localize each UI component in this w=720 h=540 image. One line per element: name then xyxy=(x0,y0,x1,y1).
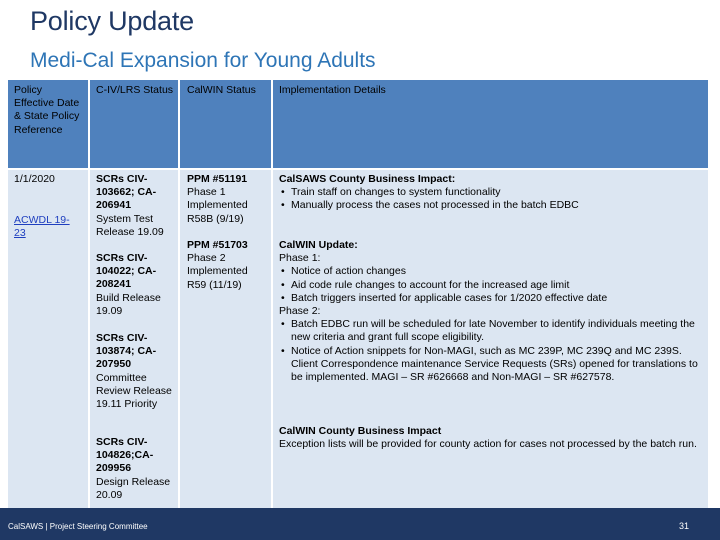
calsaws-impact-section xyxy=(279,173,702,213)
row-divider xyxy=(8,168,708,170)
list-item: • Notice of action changes xyxy=(279,265,702,278)
list-item: • Aid code rule changes to account for the increased age limit xyxy=(279,279,702,292)
ppm-status: Phase 1 Implemented R58B (9/19) xyxy=(187,186,248,225)
phase2-list xyxy=(279,318,702,384)
scr-id: SCRs CIV-103662; CA-206941 xyxy=(96,173,157,212)
header-implementation-details: Implementation Details xyxy=(279,84,386,96)
policy-table xyxy=(8,80,708,508)
civ-scr-entry xyxy=(96,173,176,239)
header-civ-lrs-status: C-IV/LRS Status xyxy=(96,84,174,96)
header-calwin-status: CalWIN Status xyxy=(187,84,256,96)
civ-scr-entry xyxy=(96,436,176,502)
phase1-label: Phase 1: xyxy=(279,252,321,265)
calsaws-impact-title: CalSAWS County Business Impact: xyxy=(279,173,456,185)
scr-status: System Test Release 19.09 xyxy=(96,212,164,238)
scr-id: SCRs CIV-104022; CA-208241 xyxy=(96,252,157,291)
calwin-update-section xyxy=(279,239,702,384)
phase1-list xyxy=(279,265,702,305)
phase2-label: Phase 2: xyxy=(279,305,321,318)
calwin-impact-text: Exception lists will be provided for county action for cases not processed by the batch run. xyxy=(279,438,697,451)
header-policy-date: Policy Effective Date & State Policy Reference xyxy=(14,84,80,136)
calwin-update-title: CalWIN Update: xyxy=(279,239,358,251)
slide-subtitle: Medi-Cal Expansion for Young Adults xyxy=(30,49,376,72)
scr-status: Committee Review Release 19.11 Priority xyxy=(96,371,172,411)
page-number: 31 xyxy=(678,521,689,531)
civ-scr-entry xyxy=(96,332,176,411)
list-item: • Manually process the cases not processed in the batch EDBC xyxy=(279,199,702,212)
calwin-ppm-entry xyxy=(187,173,267,226)
column-divider xyxy=(178,80,180,508)
calwin-impact-section xyxy=(279,425,702,451)
scr-id: SCRs CIV-104826;CA-209956 xyxy=(96,436,154,475)
list-item: • Notice of Action snippets for Non-MAGI, such as MC 239P, MC 239Q and MC 239S. Client Correspondence maintenance Service Requests (SRs) opened for translations to be implemented. MAGI – SR #626668 and Non-MAGI – SR #627578. xyxy=(279,345,702,385)
ppm-id: PPM #51191 xyxy=(187,173,248,185)
acwdl-link[interactable]: ACWDL 19-23 xyxy=(14,214,70,240)
ppm-status: Phase 2 Implemented R59 (11/19) xyxy=(187,252,248,291)
list-item: • Batch EDBC run will be scheduled for late November to identify individuals meeting the new criteria and grant full scope eligibility. xyxy=(279,318,702,344)
scr-status: Build Release 19.09 xyxy=(96,291,161,317)
ppm-id: PPM #51703 xyxy=(187,239,248,251)
policy-date: 1/1/2020 xyxy=(14,173,55,185)
calwin-ppm-entry xyxy=(187,239,267,292)
footer-label: CalSAWS | Project Steering Committee xyxy=(8,522,148,531)
calsaws-impact-list xyxy=(279,186,702,212)
list-item: • Train staff on changes to system functionality xyxy=(279,186,702,199)
list-item: • Batch triggers inserted for applicable cases for 1/2020 effective date xyxy=(279,292,702,305)
scr-id: SCRs CIV-103874; CA-207950 xyxy=(96,332,157,371)
calwin-impact-title: CalWIN County Business Impact xyxy=(279,425,442,437)
civ-scr-entry xyxy=(96,252,176,318)
column-divider xyxy=(271,80,273,508)
scr-status: Design Release 20.09 xyxy=(96,475,171,501)
slide-title: Policy Update xyxy=(30,6,194,36)
column-divider xyxy=(88,80,90,508)
